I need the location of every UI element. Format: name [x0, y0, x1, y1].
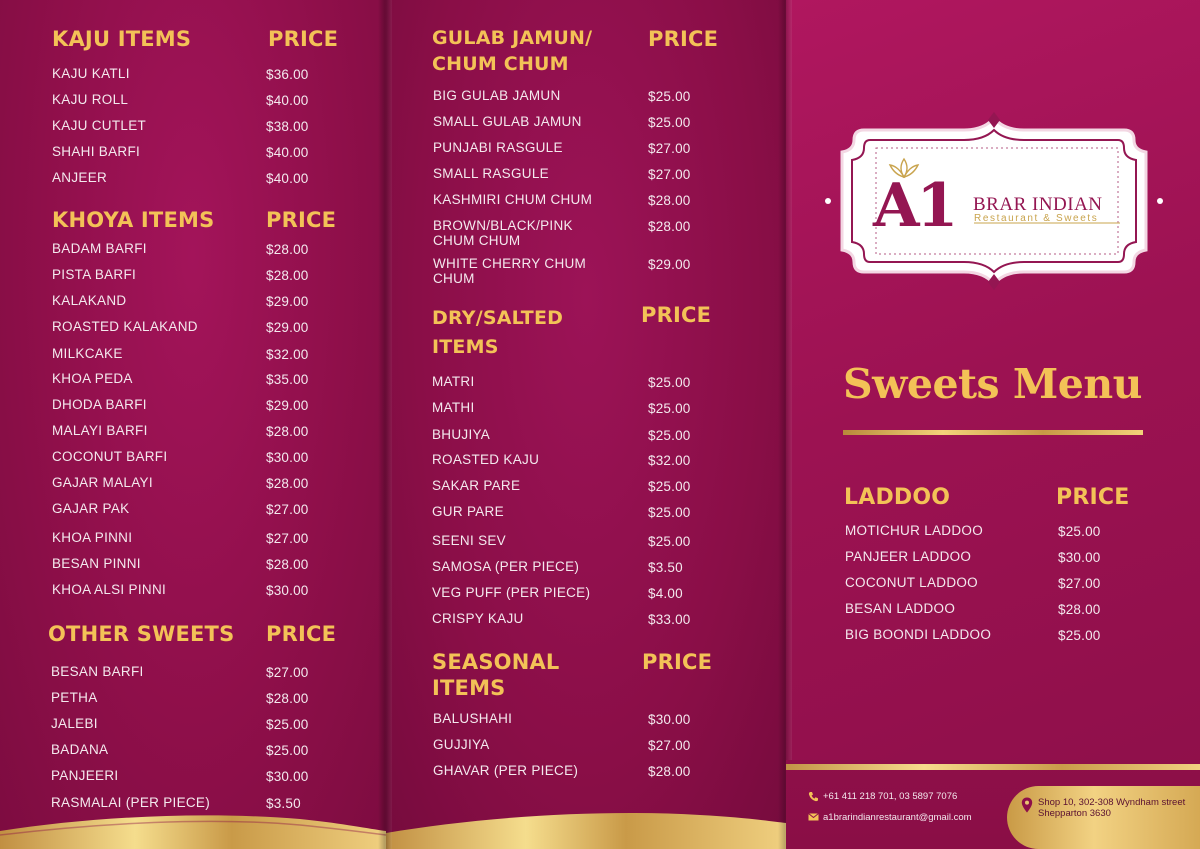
price-heading: PRICE — [1056, 485, 1130, 510]
menu-item-name: GAJAR MALAYI — [52, 475, 153, 490]
menu-item-name: CRISPY KAJU — [432, 611, 524, 626]
price-heading: PRICE — [266, 208, 337, 232]
menu-item-name: WHITE CHERRY CHUM — [433, 256, 587, 271]
menu-item-price: $28.00 — [266, 242, 309, 257]
menu-item-name: ROASTED KAJU — [432, 452, 540, 467]
menu-item-name: BADAM BARFI — [52, 241, 147, 256]
address-line-2: Shepparton 3630 — [1038, 808, 1111, 819]
footer-divider — [786, 764, 1200, 770]
phone-numbers: +61 411 218 701, 03 5897 7076 — [823, 791, 958, 802]
menu-item-price: $25.00 — [1058, 524, 1101, 539]
menu-item-name: SMALL RASGULE — [433, 166, 549, 181]
menu-item-name: KHOA PEDA — [52, 371, 133, 386]
section-heading-seasonal-line1: SEASONAL — [432, 650, 560, 674]
menu-item-price: $40.00 — [266, 145, 309, 160]
menu-item-price: $25.00 — [1058, 628, 1101, 643]
menu-item-price: $30.00 — [266, 450, 309, 465]
menu-item-name: SAKAR PARE — [432, 478, 521, 493]
section-heading-gulab-line2: CHUM CHUM — [432, 53, 569, 75]
menu-item-price: $28.00 — [266, 557, 309, 572]
menu-item-name: BROWN/BLACK/PINK — [433, 218, 573, 233]
menu-item-price: $29.00 — [648, 257, 691, 272]
section-heading-kaju: KAJU ITEMS — [52, 27, 192, 51]
logo-tagline: Restaurant & Sweets — [974, 213, 1099, 224]
menu-item-name: GHAVAR (PER PIECE) — [433, 763, 579, 778]
price-heading: PRICE — [641, 303, 712, 327]
menu-item-price: $28.00 — [266, 691, 309, 706]
menu-item-name-continued: CHUM CHUM — [433, 233, 521, 248]
menu-item-name: SAMOSA (PER PIECE) — [432, 559, 580, 574]
phone-icon — [808, 791, 818, 802]
menu-item-price: $35.00 — [266, 372, 309, 387]
menu-item-name: PUNJABI RASGULE — [433, 140, 563, 155]
menu-item-price: $25.00 — [648, 375, 691, 390]
menu-item-price: $25.00 — [648, 401, 691, 416]
menu-item-price: $27.00 — [266, 531, 309, 546]
menu-item-price: $25.00 — [648, 89, 691, 104]
title-divider — [843, 430, 1143, 435]
menu-item-price: $25.00 — [648, 428, 691, 443]
menu-item-name: KHOA ALSI PINNI — [52, 582, 167, 597]
menu-item-name: BHUJIYA — [432, 427, 491, 442]
menu-item-price: $28.00 — [648, 219, 691, 234]
section-heading-laddoo: LADDOO — [844, 485, 951, 510]
menu-item-name: MOTICHUR LADDOO — [845, 523, 984, 538]
menu-item-price: $3.50 — [266, 796, 301, 811]
menu-item-name: KHOA PINNI — [52, 530, 133, 545]
menu-item-price: $29.00 — [266, 398, 309, 413]
menu-item-price: $28.00 — [1058, 602, 1101, 617]
menu-item-name: KAJU KATLI — [52, 66, 130, 81]
menu-item-price: $29.00 — [266, 320, 309, 335]
menu-item-name: DHODA BARFI — [52, 397, 147, 412]
menu-item-price: $29.00 — [266, 294, 309, 309]
price-heading: PRICE — [268, 27, 339, 51]
menu-item-price: $25.00 — [266, 743, 309, 758]
menu-item-name: PANJEERI — [51, 768, 119, 783]
menu-item-name: BESAN PINNI — [52, 556, 141, 571]
menu-item-price: $36.00 — [266, 67, 309, 82]
section-heading-dry-line2: ITEMS — [432, 336, 499, 358]
section-heading-seasonal-line2: ITEMS — [432, 676, 506, 700]
menu-item-name: VEG PUFF (PER PIECE) — [432, 585, 591, 600]
section-heading-khoya: KHOYA ITEMS — [52, 208, 215, 232]
menu-item-name: KASHMIRI CHUM CHUM — [433, 192, 593, 207]
menu-item-price: $40.00 — [266, 93, 309, 108]
email-address: a1brarindianrestaurant@gmail.com — [823, 812, 972, 823]
menu-item-price: $28.00 — [648, 193, 691, 208]
menu-item-price: $25.00 — [266, 717, 309, 732]
menu-item-name: GUR PARE — [432, 504, 504, 519]
menu-item-name: BADANA — [51, 742, 109, 757]
menu-item-price: $28.00 — [266, 424, 309, 439]
menu-item-name: KAJU CUTLET — [52, 118, 147, 133]
menu-item-name: ROASTED KALAKAND — [52, 319, 198, 334]
menu-item-name: SMALL GULAB JAMUN — [433, 114, 582, 129]
menu-item-price: $28.00 — [266, 476, 309, 491]
menu-item-price: $27.00 — [1058, 576, 1101, 591]
fold-shadow — [778, 0, 792, 849]
menu-item-name: GUJJIYA — [433, 737, 490, 752]
menu-item-price: $25.00 — [648, 534, 691, 549]
menu-item-name: BIG GULAB JAMUN — [433, 88, 561, 103]
price-heading: PRICE — [642, 650, 713, 674]
menu-item-name: PISTA BARFI — [52, 267, 137, 282]
menu-item-price: $30.00 — [266, 583, 309, 598]
menu-item-price: $27.00 — [648, 738, 691, 753]
menu-item-name: RASMALAI (PER PIECE) — [51, 795, 211, 810]
menu-item-name: BESAN LADDOO — [845, 601, 956, 616]
menu-item-price: $25.00 — [648, 115, 691, 130]
menu-item-name: KALAKAND — [52, 293, 127, 308]
menu-item-price: $3.50 — [648, 560, 683, 575]
menu-item-price: $27.00 — [266, 502, 309, 517]
menu-item-price: $30.00 — [266, 769, 309, 784]
logo-brand-name: BRAR INDIAN — [973, 194, 1103, 215]
menu-item-name: JALEBI — [51, 716, 98, 731]
mail-icon — [808, 813, 819, 821]
menu-item-name-continued: CHUM — [433, 271, 475, 286]
menu-item-name: ANJEER — [52, 170, 108, 185]
menu-item-price: $38.00 — [266, 119, 309, 134]
menu-item-price: $4.00 — [648, 586, 683, 601]
menu-item-price: $30.00 — [648, 712, 691, 727]
price-heading: PRICE — [266, 622, 337, 646]
menu-item-name: BIG BOONDI LADDOO — [845, 627, 992, 642]
menu-item-name: MATHI — [432, 400, 475, 415]
address-line-1: Shop 10, 302-308 Wyndham street — [1038, 797, 1186, 808]
menu-item-name: PANJEER LADDOO — [845, 549, 972, 564]
menu-item-name: MALAYI BARFI — [52, 423, 148, 438]
menu-item-name: BESAN BARFI — [51, 664, 144, 679]
menu-item-price: $32.00 — [648, 453, 691, 468]
fold-shadow — [378, 0, 392, 849]
menu-item-name: SHAHI BARFI — [52, 144, 141, 159]
menu-item-price: $32.00 — [266, 347, 309, 362]
menu-item-name: COCONUT BARFI — [52, 449, 168, 464]
menu-item-name: PETHA — [51, 690, 98, 705]
menu-item-price: $27.00 — [648, 141, 691, 156]
menu-item-price: $30.00 — [1058, 550, 1101, 565]
menu-item-name: BALUSHAHI — [433, 711, 513, 726]
section-heading-dry-line1: DRY/SALTED — [432, 307, 564, 329]
menu-item-name: COCONUT LADDOO — [845, 575, 978, 590]
menu-item-price: $33.00 — [648, 612, 691, 627]
section-heading-other-sweets: OTHER SWEETS — [48, 622, 235, 646]
price-heading: PRICE — [648, 27, 719, 51]
menu-item-name: SEENI SEV — [432, 533, 506, 548]
menu-item-name: MILKCAKE — [52, 346, 123, 361]
logo-mark: A1 — [873, 171, 956, 241]
menu-item-price: $27.00 — [648, 167, 691, 182]
menu-item-price: $25.00 — [648, 479, 691, 494]
menu-item-price: $28.00 — [266, 268, 309, 283]
menu-item-price: $40.00 — [266, 171, 309, 186]
menu-item-price: $27.00 — [266, 665, 309, 680]
menu-item-name: GAJAR PAK — [52, 501, 130, 516]
section-heading-gulab-line1: GULAB JAMUN/ — [432, 27, 593, 49]
menu-item-price: $28.00 — [648, 764, 691, 779]
menu-item-price: $25.00 — [648, 505, 691, 520]
menu-item-name: KAJU ROLL — [52, 92, 129, 107]
page-title: Sweets Menu — [843, 360, 1142, 408]
menu-item-name: MATRI — [432, 374, 475, 389]
location-pin-icon — [1021, 797, 1033, 813]
